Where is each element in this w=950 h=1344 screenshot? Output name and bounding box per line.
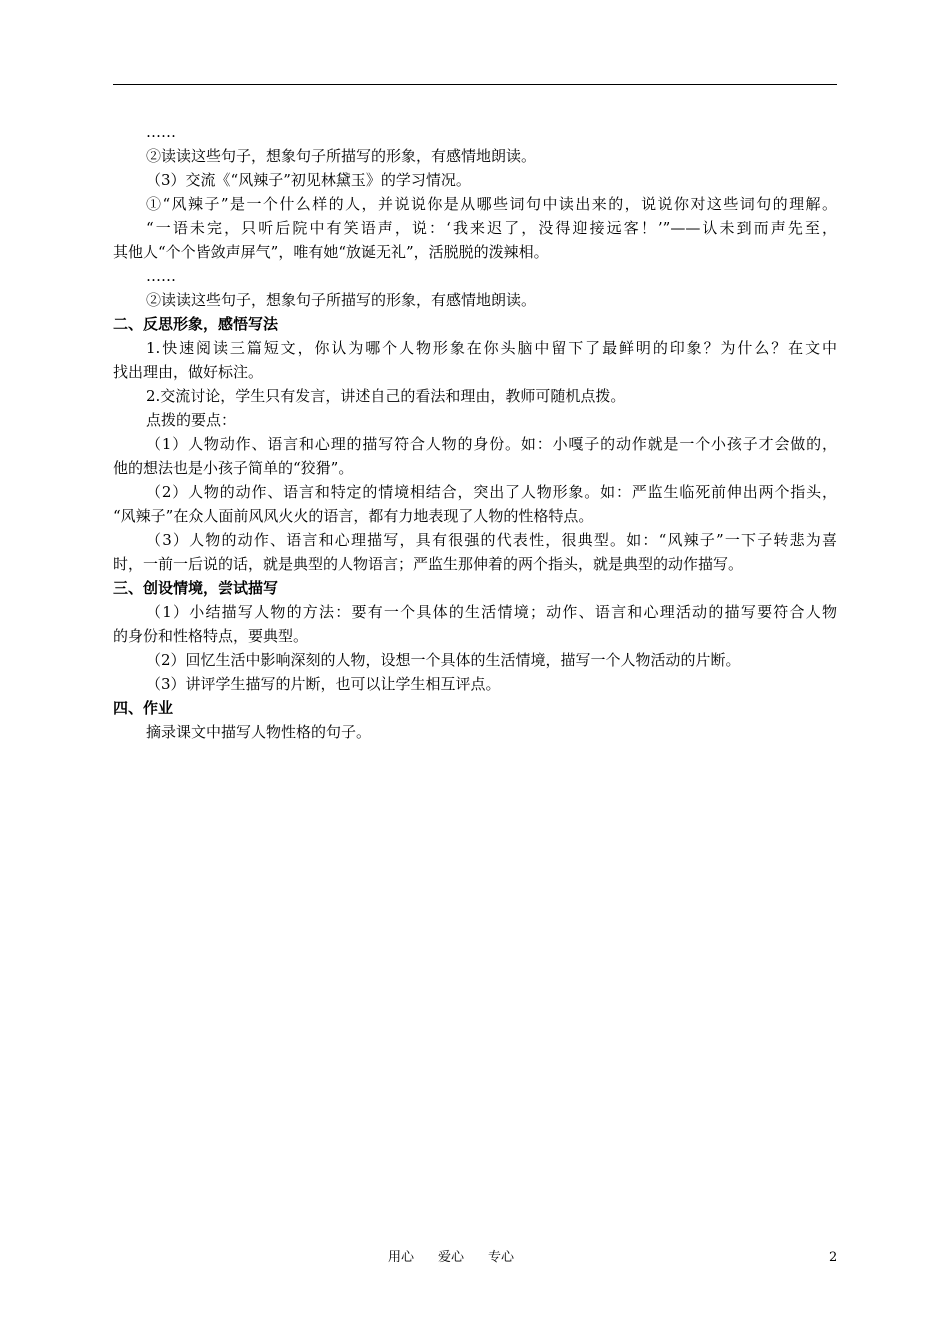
paragraph-line: （2）人物的动作、语言和特定的情境相结合，突出了人物形象。如：严监生临死前伸出两个指头，: [146, 483, 837, 501]
paragraph-line: 其他人“个个皆敛声屏气”，唯有她“放诞无礼”，活脱脱的泼辣相。: [113, 243, 549, 261]
paragraph-line: “风辣子”在众人面前风风火火的语言，都有力地表现了人物的性格特点。: [113, 507, 594, 525]
paragraph-line: （1）小结描写人物的方法：要有一个具体的生活情境；动作、语言和心理活动的描写要符合人物: [146, 603, 837, 621]
paragraph-line: 的身份和性格特点，要典型。: [113, 627, 309, 645]
paragraph-line: （3）人物的动作、语言和心理描写，具有很强的代表性，很典型。如：“风辣子”一下子转悲为喜: [146, 531, 837, 549]
section-heading: 三、创设情境，尝试描写: [113, 579, 279, 597]
paragraph-line: （3）讲评学生描写的片断，也可以让学生相互评点。: [146, 675, 501, 693]
paragraph-line: 2.交流讨论，学生只有发言，讲述自己的看法和理由，教师可随机点拨。: [146, 387, 626, 405]
paragraph-line: ②读读这些句子，想象句子所描写的形象，有感情地朗读。: [146, 147, 537, 165]
paragraph-line: （2）回忆生活中影响深刻的人物，设想一个具体的生活情境，描写一个人物活动的片断。: [146, 651, 741, 669]
header-rule: [113, 84, 837, 85]
paragraph-line: 他的想法也是小孩子简单的“狡猾”。: [113, 459, 354, 477]
paragraph-line: “一语未完，只听后院中有笑语声，说：‘我来迟了，没得迎接远客！’”——认未到而声先至，: [146, 219, 837, 237]
paragraph-line: ②读读这些句子，想象句子所描写的形象，有感情地朗读。: [146, 291, 537, 309]
footer-word: 爱心: [438, 1250, 465, 1265]
ellipsis-line: ……: [146, 267, 176, 285]
section-heading: 二、反思形象，感悟写法: [113, 315, 279, 333]
paragraph-line: （1）人物动作、语言和心理的描写符合人物的身份。如：小嘎子的动作就是一个小孩子才会做的，: [146, 435, 837, 453]
paragraph-line: 摘录课文中描写人物性格的句子。: [146, 723, 372, 741]
page-number: 2: [829, 1250, 838, 1265]
paragraph-line: ①“风辣子”是一个什么样的人，并说说你是从哪些词句中读出来的，说说你对这些词句的理解。: [146, 195, 837, 213]
paragraph-line: 点拨的要点：: [146, 411, 237, 429]
paragraph-line: 找出理由，做好标注。: [113, 363, 264, 381]
ellipsis-line: ……: [146, 123, 176, 141]
footer-word: 专心: [488, 1250, 515, 1265]
paragraph-line: 1.快速阅读三篇短文，你认为哪个人物形象在你头脑中留下了最鲜明的印象？为什么？在文中: [146, 339, 837, 357]
paragraph-line: 时，一前一后说的话，就是典型的人物语言；严监生那伸着的两个指头，就是典型的动作描写。: [113, 555, 744, 573]
section-heading: 四、作业: [113, 699, 174, 717]
footer-motto: [388, 1248, 538, 1268]
footer-word: 用心: [388, 1250, 415, 1265]
page-footer: [0, 1248, 950, 1268]
paragraph-line: （3）交流《“风辣子”初见林黛玉》的学习情况。: [146, 171, 471, 189]
